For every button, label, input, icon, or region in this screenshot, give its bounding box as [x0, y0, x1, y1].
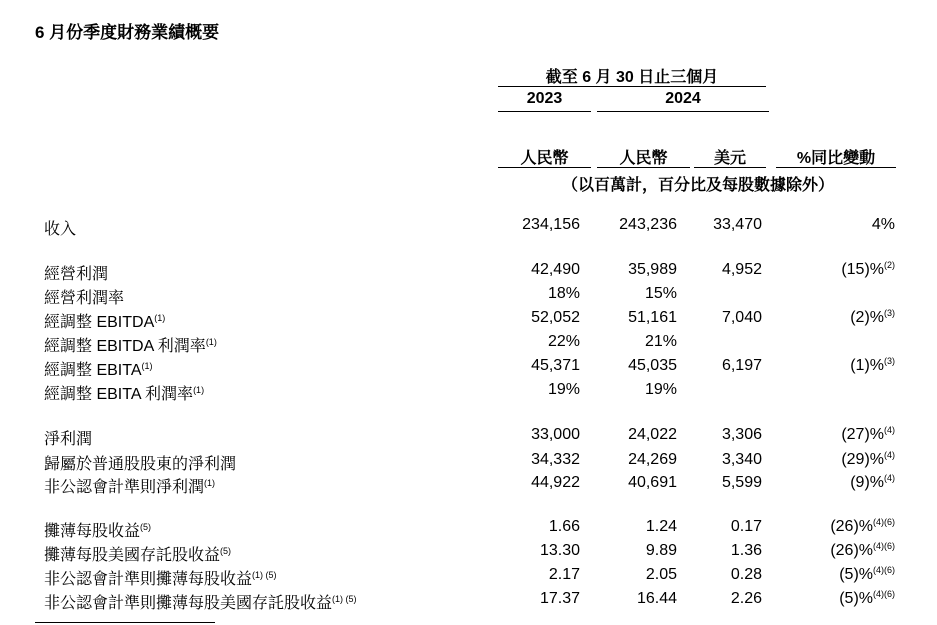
value-yoy-change: (29)%$^{(4)}$ [841, 450, 895, 468]
value-rmb-2024: 9.89 [645, 542, 677, 559]
value-yoy-change: 4% [871, 216, 895, 233]
period-rule [498, 86, 766, 87]
row-label: 非公認會計準則淨利潤$^{(1)}$ [44, 478, 216, 496]
value-usd-2024: 3,306 [721, 426, 762, 443]
value-usd-2024: 7,040 [721, 309, 762, 326]
footnote-ref: (4) [884, 450, 895, 460]
table-row [0, 216, 937, 238]
footnote-ref: (1) [205, 337, 217, 347]
footnote-ref: (5) [140, 522, 152, 532]
value-usd-2024: 5,599 [721, 474, 762, 491]
footnote-ref: (4)(6) [873, 541, 895, 551]
col-rule-4 [776, 167, 896, 168]
table-row [0, 381, 937, 403]
value-rmb-2023: 19% [547, 381, 580, 398]
row-label: 經調整 EBITDA 利潤率$^{(1)}$ [44, 337, 217, 355]
row-label: 經調整 EBITDA$^{(1)}$ [44, 313, 166, 331]
footnote-ref: (4)(6) [873, 517, 895, 527]
footnote-ref: (4)(6) [873, 565, 895, 575]
row-label: 淨利潤 [44, 431, 93, 448]
value-rmb-2024: 15% [644, 285, 677, 302]
value-rmb-2024: 16.44 [636, 590, 677, 607]
footnote-ref: (5) [220, 546, 232, 556]
value-rmb-2024: 243,236 [619, 216, 677, 233]
value-usd-2024: 3,340 [721, 451, 762, 468]
value-usd-2024: 0.17 [730, 518, 762, 535]
year-2023-rule [498, 111, 591, 112]
table-row [0, 333, 937, 355]
value-rmb-2024: 24,269 [628, 451, 677, 468]
row-label: 經營利潤 [44, 266, 109, 283]
table-row [0, 542, 937, 564]
value-rmb-2024: 51,161 [628, 309, 677, 326]
value-yoy-change: (5)%$^{(4)(6)}$ [839, 589, 895, 607]
value-usd-2024: 6,197 [721, 357, 762, 374]
footnote-ref: (2) [884, 260, 895, 270]
value-yoy-change: (5)%$^{(4)(6)}$ [839, 565, 895, 583]
table-row [0, 590, 937, 612]
table-row [0, 474, 937, 496]
col-header-usd-2024: 美元 [713, 150, 746, 167]
value-usd-2024: 33,470 [713, 216, 762, 233]
value-rmb-2024: 21% [644, 333, 677, 350]
value-rmb-2023: 34,332 [531, 451, 580, 468]
value-rmb-2023: 17.37 [539, 590, 580, 607]
row-label: 非公認會計準則攤薄每股美國存託股收益$^{(1) (5)}$ [44, 594, 357, 612]
value-rmb-2023: 44,922 [531, 474, 580, 491]
value-rmb-2023: 52,052 [531, 309, 580, 326]
value-usd-2024: 1.36 [730, 542, 762, 559]
period-header: 截至 6 月 30 日止三個月 [545, 69, 719, 86]
row-label: 攤薄每股收益$^{(5)}$ [44, 522, 152, 540]
footnote-ref: (4) [884, 425, 895, 435]
value-rmb-2024: 1.24 [645, 518, 677, 535]
value-rmb-2023: 22% [547, 333, 580, 350]
value-rmb-2023: 42,490 [531, 261, 580, 278]
footnote-ref: (1) [141, 361, 153, 371]
footnote-ref: (1) [193, 385, 205, 395]
value-rmb-2023: 1.66 [548, 518, 580, 535]
col-rule-1 [498, 167, 591, 168]
value-rmb-2023: 2.17 [548, 566, 580, 583]
row-label: 非公認會計準則攤薄每股收益$^{(1) (5)}$ [44, 570, 277, 588]
footnote-ref: (3) [884, 356, 895, 366]
value-yoy-change: (27)%$^{(4)}$ [841, 425, 895, 443]
value-yoy-change: (9)%$^{(4)}$ [850, 473, 895, 491]
row-label: 經營利潤率 [44, 290, 125, 307]
value-yoy-change: (1)%$^{(3)}$ [850, 356, 895, 374]
page-title: 6 月份季度財務業績概要 [35, 23, 220, 42]
footnote-rule [35, 622, 215, 623]
table-row [0, 285, 937, 307]
value-usd-2024: 2.26 [730, 590, 762, 607]
table-row [0, 518, 937, 540]
table-row [0, 566, 937, 588]
row-label: 經調整 EBITA$^{(1)}$ [44, 361, 153, 379]
value-rmb-2023: 18% [547, 285, 580, 302]
value-rmb-2024: 24,022 [628, 426, 677, 443]
value-rmb-2023: 234,156 [522, 216, 580, 233]
row-label: 收入 [44, 221, 77, 238]
value-yoy-change: (26)%$^{(4)(6)}$ [830, 517, 895, 535]
footnote-ref: (1) [204, 478, 216, 488]
value-rmb-2024: 19% [644, 381, 677, 398]
year-2024-rule [597, 111, 769, 112]
row-label: 歸屬於普通股股東的淨利潤 [44, 456, 237, 473]
footnote-ref: (1) (5) [332, 594, 357, 604]
value-yoy-change: (2)%$^{(3)}$ [850, 308, 895, 326]
table-row [0, 451, 937, 473]
col-header-rmb-2023: 人民幣 [520, 150, 569, 167]
footnote-ref: (3) [884, 308, 895, 318]
units-note: （以百萬計，百分比及每股數據除外） [561, 177, 834, 194]
year-2024-header: 2024 [665, 90, 701, 107]
row-label: 經調整 EBITA 利潤率$^{(1)}$ [44, 385, 205, 403]
value-yoy-change: (15)%$^{(2)}$ [841, 260, 895, 278]
footnote-ref: (1) [154, 313, 166, 323]
value-rmb-2023: 45,371 [531, 357, 580, 374]
col-rule-3 [694, 167, 766, 168]
value-rmb-2024: 35,989 [628, 261, 677, 278]
footnote-ref: (1) (5) [252, 570, 277, 580]
value-usd-2024: 4,952 [721, 261, 762, 278]
table-row [0, 261, 937, 283]
col-header-rmb-2024: 人民幣 [619, 150, 668, 167]
table-row [0, 357, 937, 379]
value-usd-2024: 0.28 [730, 566, 762, 583]
table-row [0, 309, 937, 331]
col-rule-2 [597, 167, 690, 168]
value-rmb-2023: 13.30 [539, 542, 580, 559]
value-rmb-2024: 45,035 [628, 357, 677, 374]
footnote-ref: (4) [884, 473, 895, 483]
footnote-ref: (4)(6) [873, 589, 895, 599]
row-label: 攤薄每股美國存託股收益$^{(5)}$ [44, 546, 232, 564]
table-row [0, 426, 937, 448]
value-yoy-change: (26)%$^{(4)(6)}$ [830, 541, 895, 559]
col-header-yoy-change: %同比變動 [796, 150, 876, 167]
value-rmb-2024: 2.05 [645, 566, 677, 583]
value-rmb-2023: 33,000 [531, 426, 580, 443]
year-2023-header: 2023 [526, 90, 563, 107]
value-rmb-2024: 40,691 [628, 474, 677, 491]
